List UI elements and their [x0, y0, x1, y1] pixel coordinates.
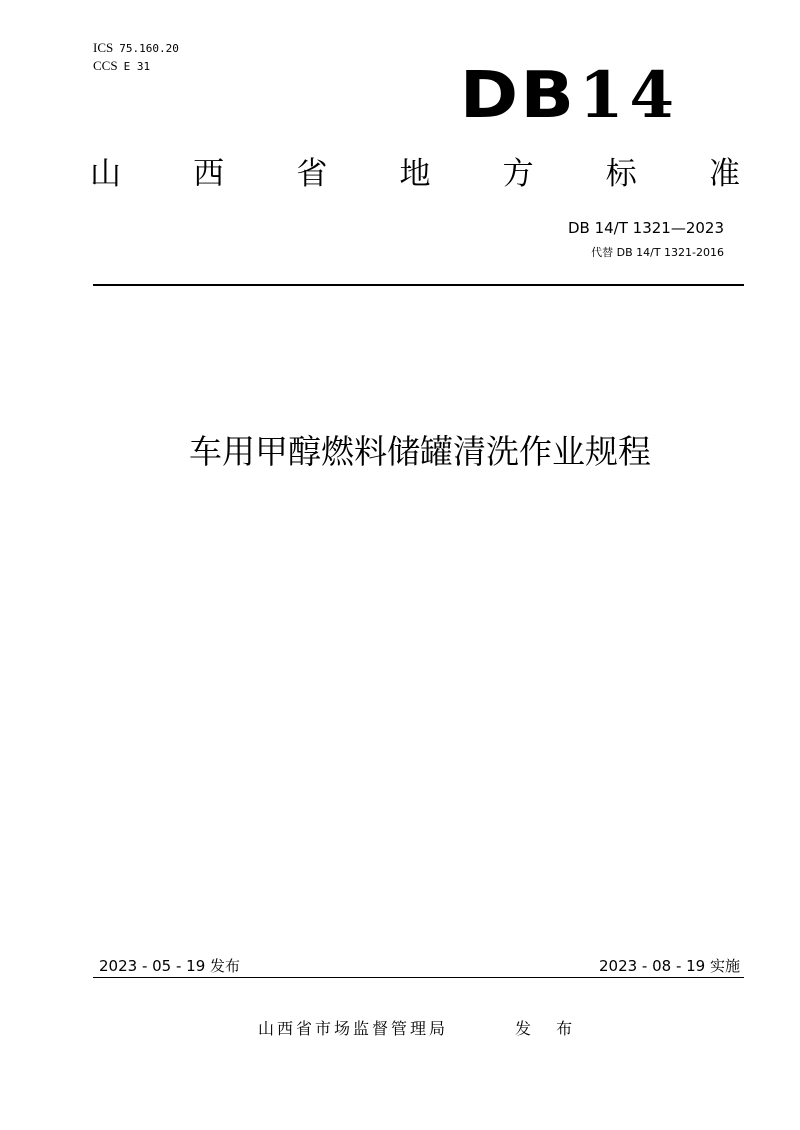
document-title: 车用甲醇燃料储罐清洗作业规程 — [189, 432, 651, 471]
standard-type-heading — [90, 152, 740, 196]
issuing-authority: 山西省市场监督管理局 — [258, 1019, 449, 1038]
ccs-value: E 31 — [123, 60, 151, 73]
bottom-divider — [93, 977, 744, 978]
replaces-standard: 代替 DB 14/T 1321-2016 — [591, 246, 724, 259]
ccs-label: CCS — [93, 58, 118, 73]
implementation-date: 2023 - 08 - 19 实施 — [598, 957, 740, 975]
standard-number: DB 14/T 1321—2023 — [567, 219, 724, 237]
db-logo — [459, 58, 680, 133]
publication-date: 2023 - 05 - 19 发布 — [99, 957, 241, 975]
issue-label: 发 布 — [515, 1019, 583, 1038]
ics-label: ICS — [93, 40, 114, 55]
standard-type-char: 方 — [502, 156, 534, 192]
standard-type-char: 山 — [90, 156, 121, 192]
top-divider — [93, 284, 744, 286]
standard-type-char: 准 — [708, 156, 740, 192]
standard-type-char: 西 — [193, 156, 225, 192]
ccs-code — [93, 59, 150, 74]
standard-type-char: 省 — [296, 156, 328, 192]
ics-code — [93, 41, 179, 56]
standard-type-char: 标 — [605, 156, 637, 192]
db-logo-number: 14 — [578, 58, 680, 133]
standard-type-char: 地 — [399, 156, 431, 192]
ics-value: 75.160.20 — [119, 42, 179, 55]
db-logo-letters: DB — [459, 59, 577, 133]
